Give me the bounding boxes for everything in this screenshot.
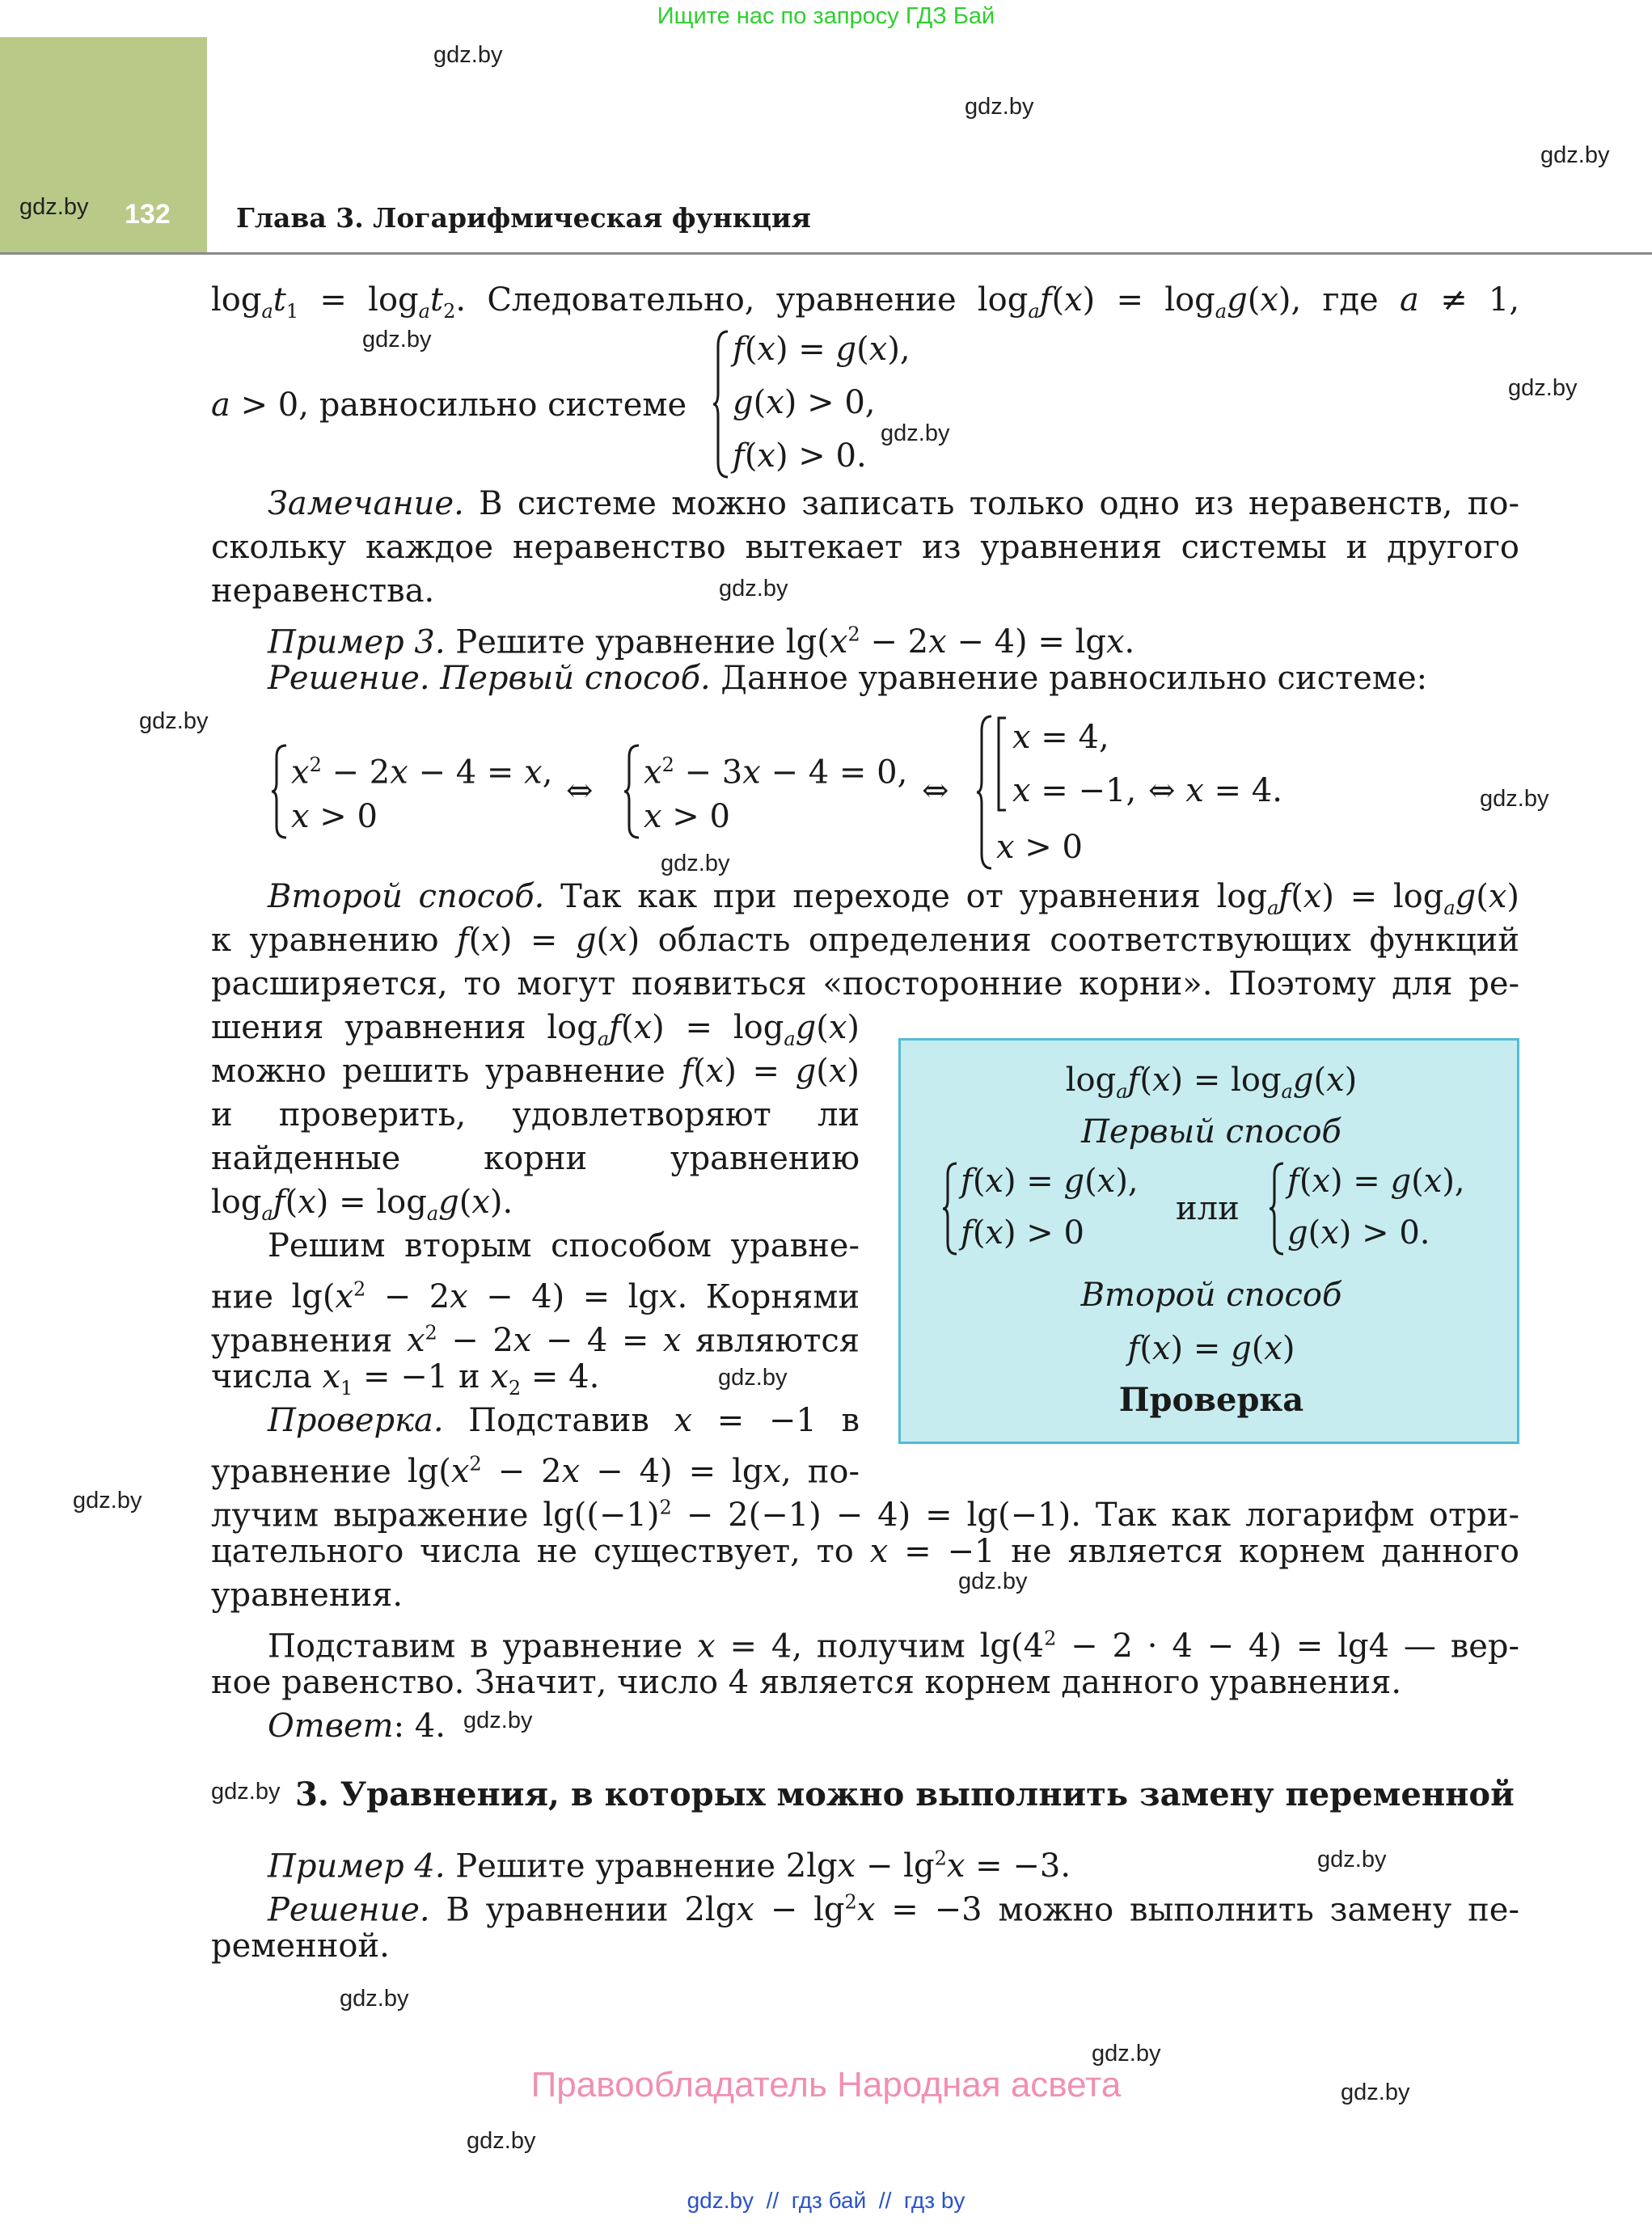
text-line: $\log_af(x) = \log_ag(x)$.: [211, 1184, 513, 1225]
text-line: ное равенство. Значит, число 4 является корнем данного уравнения.: [211, 1664, 1402, 1701]
system-brace: [623, 744, 642, 839]
system-eq: $x^2 - 2x - 4 = x$,: [291, 754, 553, 792]
text-line: лучим выражение $\lg((-1)^2 - 2(-1) - 4) = \lg(-1)$. Так как логарифм отри-: [211, 1497, 1519, 1535]
text-line: Решение. В уравнении $2\lg x - \lg^2x = -3$ можно выполнить замену пе-: [268, 1891, 1519, 1929]
root: x = −1,: [1012, 772, 1137, 809]
text-line: числа $x_1 = -1$ и $x_2 = 4$.: [211, 1358, 600, 1400]
union-bracket: [996, 716, 1008, 812]
system-ineq: g(x) > 0.: [1287, 1214, 1430, 1252]
system-ineq: f(x) > 0.: [733, 437, 867, 475]
watermark: gdz.by: [463, 1708, 533, 1733]
system-brace: [1268, 1162, 1286, 1256]
text-line: Проверка. Подставив x = −1 в: [268, 1402, 860, 1439]
watermark: gdz.by: [1341, 2079, 1410, 2105]
text-line: Решение. Первый способ. Данное уравнение равносильно системе:: [268, 660, 1428, 697]
text-line: уравнения $x^2 - 2x - 4 = x$ являются: [211, 1322, 860, 1360]
system-brace: [712, 330, 731, 479]
header-color-block: [0, 37, 207, 254]
text-line: Пример 3. Решите уравнение $\lg(x^2 - 2x - 4) = \lg x$.: [268, 623, 1135, 661]
watermark: gdz.by: [362, 327, 432, 353]
watermark: gdz.by: [1508, 375, 1578, 401]
system-eq: f(x) = g(x),: [1287, 1163, 1465, 1200]
system-brace: [941, 1162, 959, 1256]
watermark: gdz.by: [958, 1568, 1028, 1594]
header-rule: [0, 252, 1652, 255]
watermark: gdz.by: [73, 1488, 142, 1514]
text-line: скольку каждое неравенство вытекает из уравнения системы и другого: [211, 529, 1519, 566]
box-check: Проверка: [1118, 1381, 1304, 1419]
page-number: 132: [125, 199, 171, 230]
box-title: $\log_af(x) = \log_ag(x)$: [1065, 1062, 1358, 1103]
watermark: gdz.by: [719, 576, 788, 602]
system-brace: [270, 744, 289, 839]
watermark: gdz.by: [1092, 2041, 1161, 2067]
watermark: gdz.by: [433, 42, 503, 68]
text-line: Пример 4. Решите уравнение $2\lg x - \lg^2x = -3$.: [268, 1847, 1071, 1885]
text-line: ременной.: [211, 1927, 390, 1965]
text-line: уравнения.: [211, 1577, 403, 1614]
text-line: цательного числа не существует, то x = −1 не является корнем данного: [211, 1533, 1520, 1570]
system-ineq: f(x) > 0: [961, 1214, 1084, 1252]
system-ineq: g(x) > 0,: [733, 384, 876, 421]
text-line: Подставим в уравнение x = 4, получим $\lg(4^2 - 2 \cdot 4 - 4) = \lg 4$ — вер-: [268, 1628, 1520, 1666]
watermark: gdz.by: [718, 1365, 788, 1391]
system-eq: f(x) = g(x),: [961, 1163, 1139, 1200]
text-line: к уравнению f(x) = g(x) область определения соответствующих функций: [211, 922, 1520, 959]
result: ⇔ x = 4.: [1148, 772, 1282, 809]
text-line: шения уравнения $\log_af(x) = \log_ag(x)$: [211, 1009, 860, 1050]
watermark: gdz.by: [19, 194, 89, 220]
system-ineq: x > 0: [644, 798, 730, 835]
equivalence: ⇔: [922, 772, 949, 809]
box-second-method: Второй способ: [1080, 1277, 1342, 1314]
watermark: gdz.by: [1480, 786, 1549, 812]
system-brace: [975, 715, 995, 870]
text-line: можно решить уравнение f(x) = g(x): [211, 1053, 860, 1090]
watermark: gdz.by: [467, 2128, 536, 2154]
watermark: gdz.by: [1317, 1847, 1387, 1872]
box-first-method: Первый способ: [1081, 1113, 1341, 1150]
text-line: и проверить, удовлетворяют ли: [211, 1096, 860, 1134]
watermark: gdz.by: [661, 851, 730, 876]
text-line: a > 0, равносильно системе: [211, 386, 687, 424]
text-line: ние $\lg(x^2 - 2x - 4) = \lg x$. Корнями: [211, 1278, 860, 1316]
top-banner: Ищите нас по запросу ГДЗ Бай: [657, 3, 995, 29]
text-line: Решим вторым способом уравне-: [268, 1227, 860, 1264]
text-line: Второй способ. Так как при переходе от уравнения $\log_af(x) = \log_ag(x)$: [268, 878, 1520, 919]
system-eq: $x^2 - 3x - 4 = 0$,: [644, 754, 908, 792]
watermark: gdz.by: [881, 420, 950, 446]
root: x = 4,: [1012, 719, 1109, 756]
text-line: найденные корни уравнению: [211, 1140, 860, 1177]
watermark: gdz.by: [340, 1986, 409, 2012]
copyright-notice: Правообладатель Народная асвета: [530, 2065, 1122, 2105]
section-title: 3. Уравнения, в которых можно выполнить замену переменной: [295, 1775, 1515, 1813]
chapter-title: Глава 3. Логарифмическая функция: [236, 202, 811, 234]
watermark: gdz.by: [1540, 142, 1610, 168]
watermark: gdz.by: [965, 94, 1034, 120]
system-ineq: x > 0: [996, 829, 1083, 866]
text-line: расширяется, то могут появиться «посторонние корни». Поэтому для ре-: [211, 965, 1519, 1003]
method-summary-box: [898, 1038, 1519, 1444]
text-line: неравенства.: [211, 572, 435, 610]
equivalence: ⇔: [566, 772, 594, 809]
or-label: или: [1176, 1190, 1240, 1227]
system-ineq: x > 0: [291, 798, 378, 835]
text-line: Ответ: 4.: [268, 1708, 446, 1745]
box-equation: f(x) = g(x): [1127, 1330, 1295, 1367]
footer-links[interactable]: gdz.by // гдз бай // гдз by: [687, 2188, 965, 2213]
system-eq: f(x) = g(x),: [733, 331, 911, 368]
text-line: $\log_at_1 = \log_at_2$. Следовательно, уравнение $\log_af(x) = \log_ag(x)$, где a ≠ 1,: [211, 281, 1520, 323]
text-line: Замечание. В системе можно записать только одно из неравенств, по-: [268, 485, 1519, 522]
text-line: уравнение $\lg(x^2 - 2x - 4) = \lg x$, по-: [211, 1453, 860, 1491]
watermark: gdz.by: [139, 708, 209, 734]
watermark: gdz.by: [211, 1779, 281, 1805]
